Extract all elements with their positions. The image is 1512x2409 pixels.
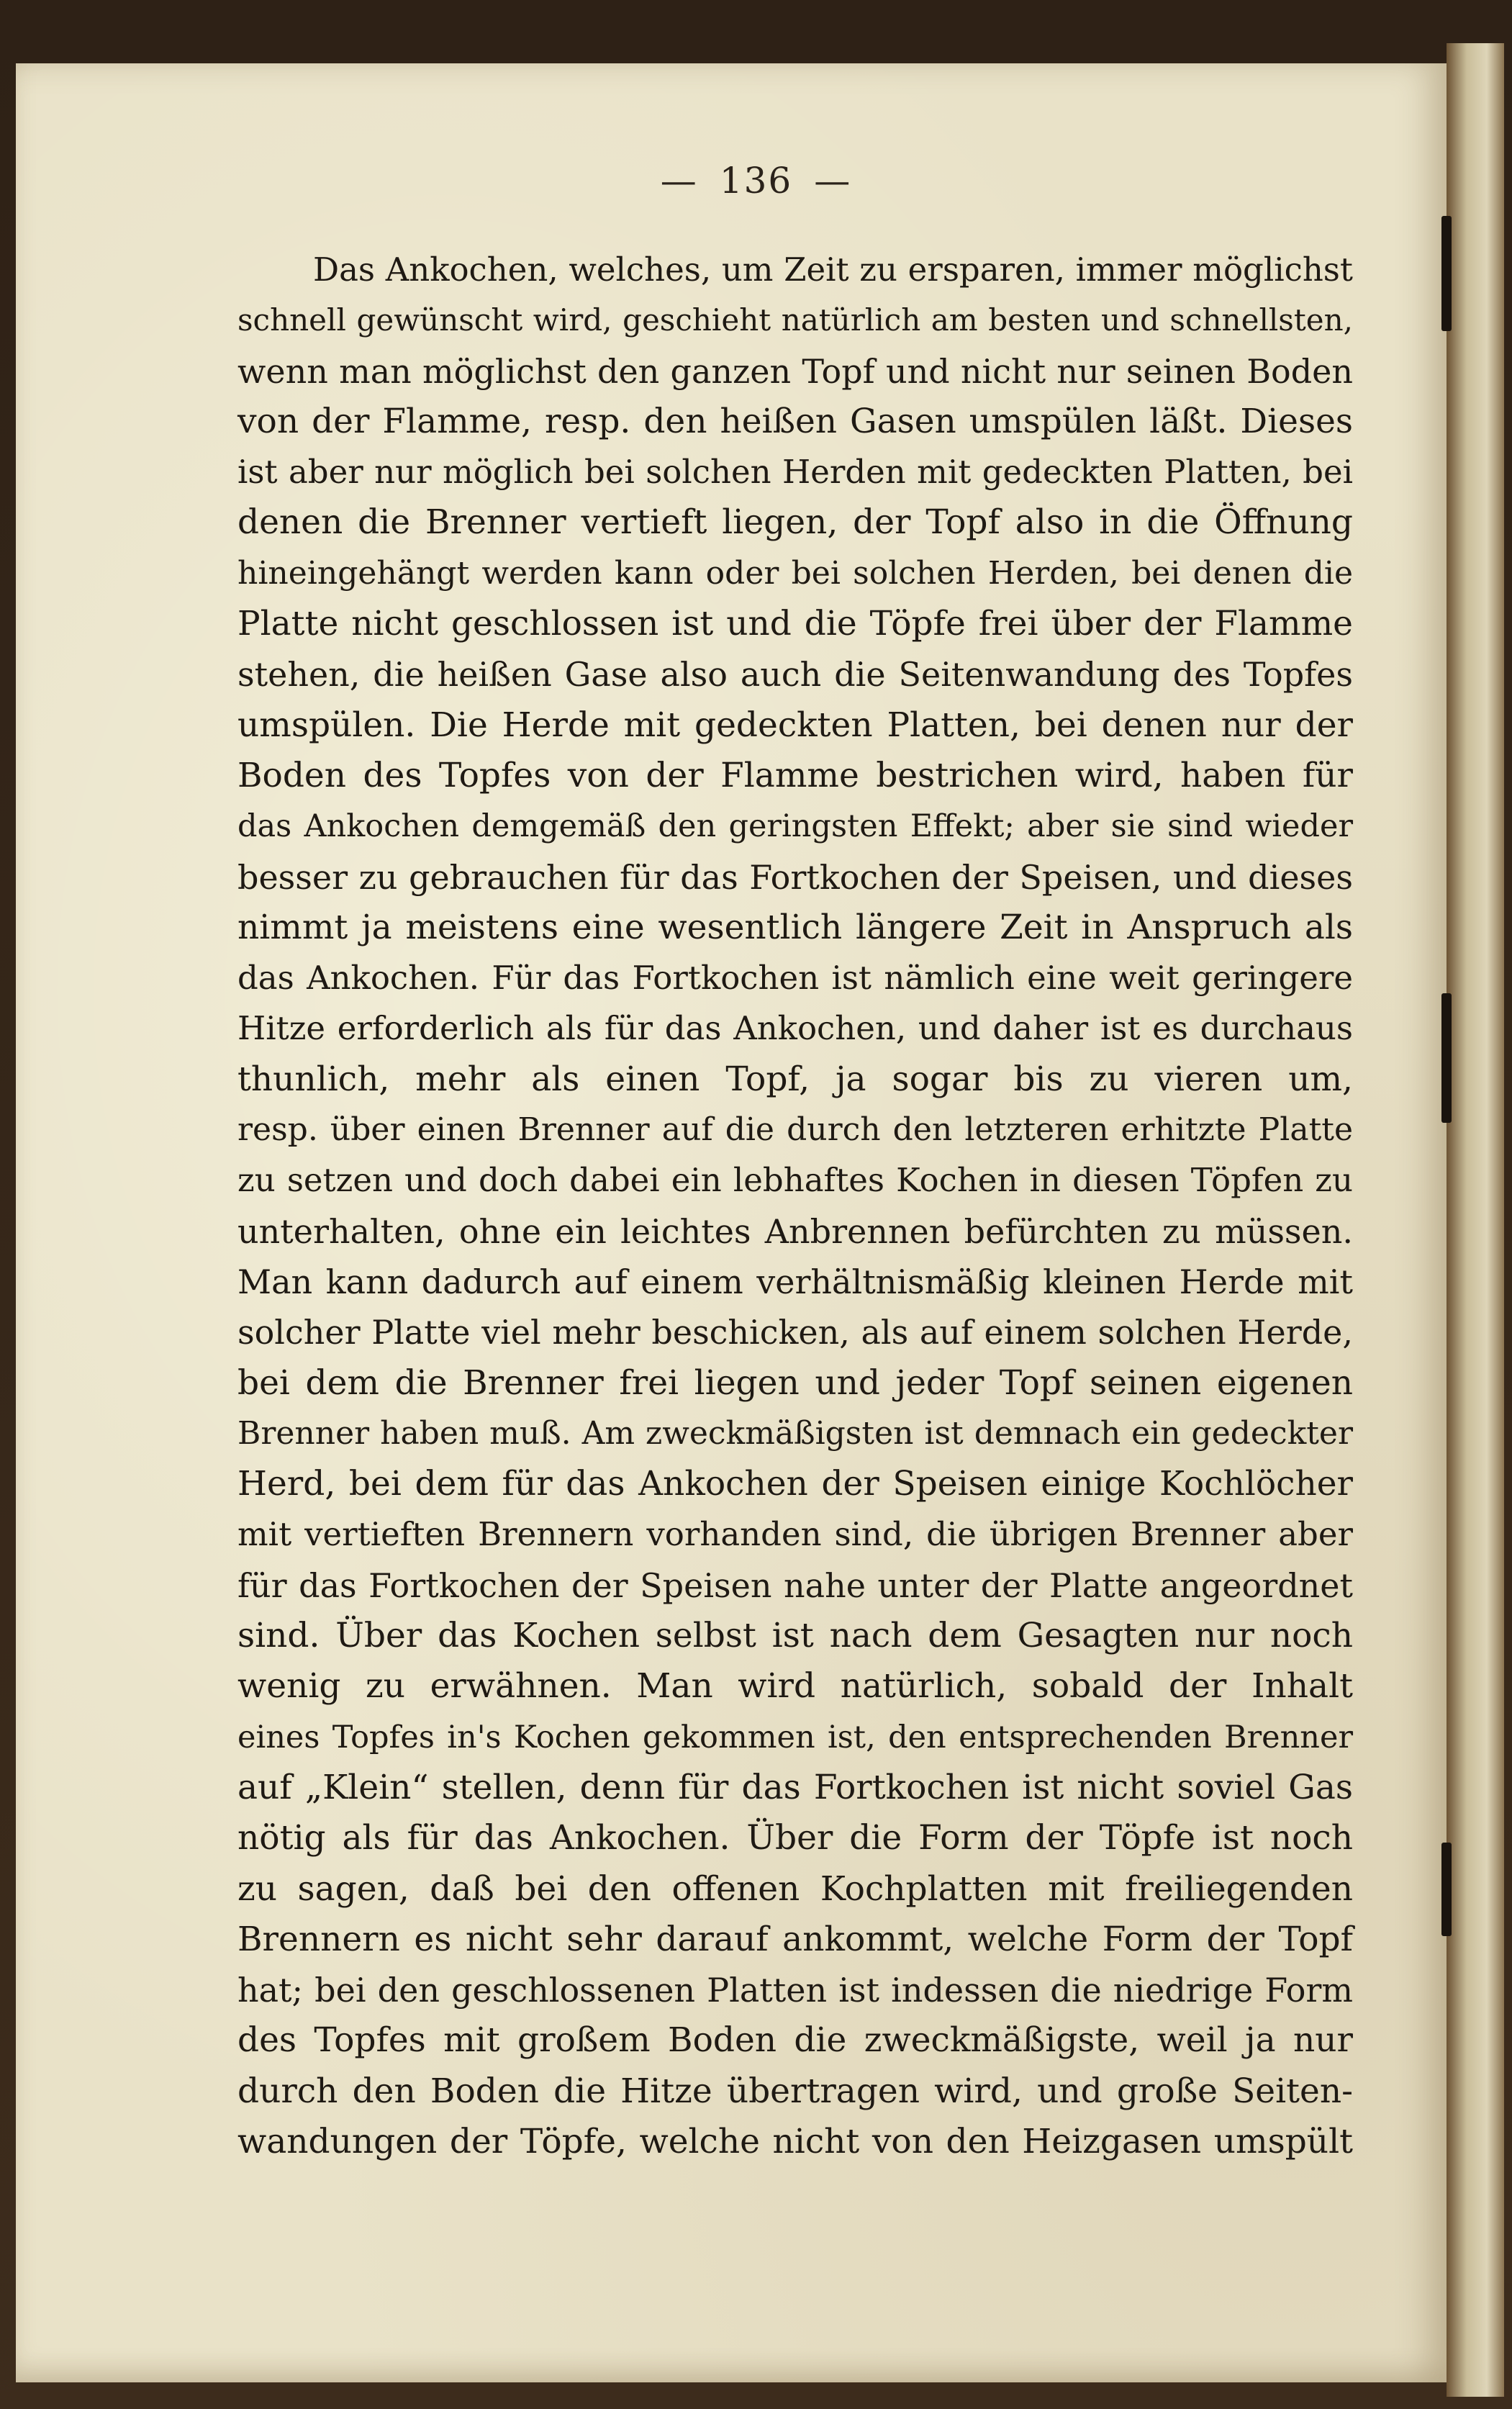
text-line: denen die Brenner vertieft liegen, der Topf also in die Öffnung xyxy=(237,502,1353,543)
text-line: hat; bei den geschlossenen Platten ist indessen die niedrige Form xyxy=(237,1971,1353,2010)
body-text xyxy=(237,245,1353,2167)
text-line: nötig als für das Ankochen. Über die Form der Töpfe ist noch xyxy=(237,1818,1353,1858)
text-line: Hitze erforderlich als für das Ankochen, und daher ist es durchaus xyxy=(237,1009,1353,1048)
text-line: wenn man möglichst den ganzen Topf und nicht nur seinen Boden xyxy=(237,351,1353,391)
text-line: Platte nicht geschlossen ist und die Töpfe frei über der Flamme xyxy=(237,604,1353,644)
text-line: eines Topfes in's Kochen gekommen ist, den entsprechenden Brenner xyxy=(237,1719,1353,1755)
text-line: Das Ankochen, welches, um Zeit zu ersparen, immer möglichst xyxy=(313,250,1353,289)
text-line: thunlich, mehr als einen Topf, ja sogar bis zu vieren um, xyxy=(237,1059,1353,1099)
text-line: unterhalten, ohne ein leichtes Anbrennen befürchten zu müssen. xyxy=(237,1211,1353,1251)
page-number-value: 136 xyxy=(719,160,793,202)
text-line: wenig zu erwähnen. Man wird natürlich, sobald der Inhalt xyxy=(237,1666,1353,1707)
text-line: umspülen. Die Herde mit gedeckten Platten, bei denen nur der xyxy=(237,705,1353,745)
page-number-dash-right: — xyxy=(814,160,852,202)
text-line: das Ankochen demgemäß den geringsten Effekt; aber sie sind wieder xyxy=(237,808,1353,845)
text-line: durch den Boden die Hitze übertragen wird, und große Seiten- xyxy=(237,2071,1353,2111)
text-line: Boden des Topfes von der Flamme bestrichen wird, haben für xyxy=(237,755,1353,795)
text-line: nimmt ja meistens eine wesentlich längere Zeit in Anspruch als xyxy=(237,907,1353,947)
text-line: solcher Platte viel mehr beschicken, als auf einem solchen Herde, xyxy=(237,1313,1353,1352)
page-number-dash-left: — xyxy=(660,160,698,202)
text-line: resp. über einen Brenner auf die durch den letzteren erhitzte Platte xyxy=(237,1111,1353,1149)
text-line: ist aber nur möglich bei solchen Herden mit gedeckten Platten, bei xyxy=(237,453,1353,492)
text-line: schnell gewünscht wird, geschieht natürlich am besten und schnellsten, xyxy=(237,302,1353,338)
text-line: auf „Klein“ stellen, denn für das Fortkochen ist nicht soviel Gas xyxy=(237,1767,1353,1807)
text-line: bei dem die Brenner frei liegen und jeder Topf seinen eigenen xyxy=(237,1362,1353,1403)
text-line: des Topfes mit großem Boden die zweckmäßigste, weil ja nur xyxy=(237,2020,1353,2061)
page-tab-marker xyxy=(1441,1843,1452,1936)
page-number xyxy=(0,160,1512,202)
text-line: für das Fortkochen der Speisen nahe unter der Platte angeordnet xyxy=(237,1565,1353,1605)
text-line: zu sagen, daß bei den offenen Kochplatten mit freiliegenden xyxy=(237,1868,1353,1909)
text-line: das Ankochen. Für das Fortkochen ist nämlich eine weit geringere xyxy=(237,959,1353,998)
text-line: sind. Über das Kochen selbst ist nach dem Gesagten nur noch xyxy=(237,1616,1353,1656)
text-line: besser zu gebrauchen für das Fortkochen der Speisen, und dieses xyxy=(237,857,1353,897)
page-tab-marker xyxy=(1441,216,1452,331)
text-line: stehen, die heißen Gase also auch die Seitenwandung des Topfes xyxy=(237,655,1353,695)
text-line: zu setzen und doch dabei ein lebhaftes Kochen in diesen Töpfen zu xyxy=(237,1161,1353,1200)
text-line: Herd, bei dem für das Ankochen der Speisen einige Kochlöcher xyxy=(237,1464,1353,1504)
text-line: Man kann dadurch auf einem verhältnismäßig kleinen Herde mit xyxy=(237,1262,1353,1301)
text-line: Brenner haben muß. Am zweckmäßigsten ist demnach ein gedeckter xyxy=(237,1414,1353,1452)
next-page-edge xyxy=(1447,43,1504,2397)
text-line: Brennern es nicht sehr darauf ankommt, welche Form der Topf xyxy=(237,1919,1353,1959)
text-line: wandungen der Töpfe, welche nicht von den Heizgasen umspült xyxy=(237,2121,1353,2161)
text-line: von der Flamme, resp. den heißen Gasen umspülen läßt. Dieses xyxy=(237,401,1353,441)
page-tab-marker xyxy=(1441,993,1452,1123)
text-line: mit vertieften Brennern vorhanden sind, die übrigen Brenner aber xyxy=(237,1515,1353,1554)
text-line: hineingehängt werden kann oder bei solchen Herden, bei denen die xyxy=(237,554,1353,592)
